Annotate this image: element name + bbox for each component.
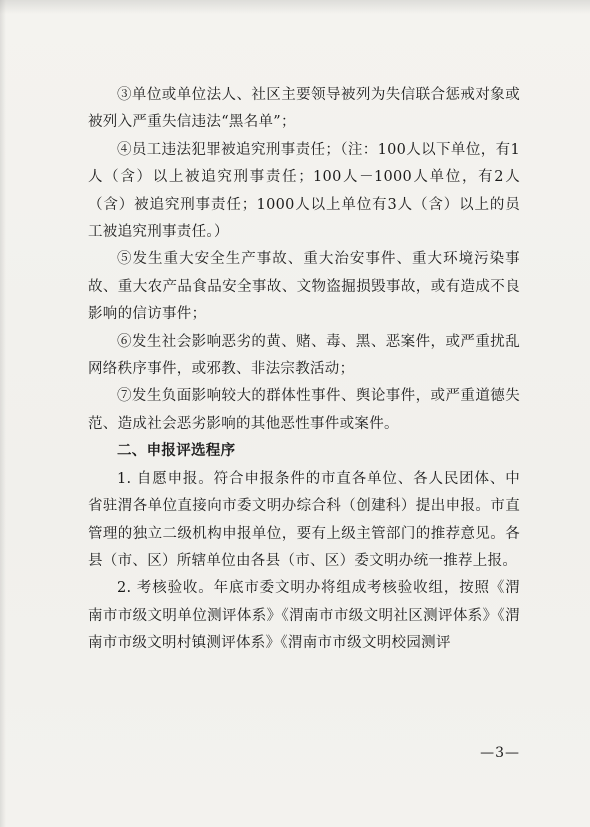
paragraph-assessment: 2. 考核验收。年底市委文明办将组成考核验收组，按照《渭南市市级文明单位测评体系》《渭南市市级文明社区测评体系》《渭南市市级文明村镇测评体系》《渭南市市级文明校园测评 (88, 580, 520, 652)
scan-edge-left (0, 0, 6, 827)
document-body (88, 82, 520, 658)
paragraph-self-application: 1. 自愿申报。符合申报条件的市直各单位、各人民团体、中省驻渭各单位直接向市委文明办综合科（创建科）提出申报。市直管理的独立二级机构申报单位，要有上级主管部门的推荐意见。各县（市、区）所辖单位由各县（市、区）委文明办统一推荐上报。 (88, 470, 520, 569)
paragraph-item-3: ③单位或单位法人、社区主要领导被列为失信联合惩戒对象或被列入严重失信违法“黑名单”； (88, 87, 520, 131)
page-number: —3— (480, 745, 520, 761)
paragraph-item-4: ④员工违法犯罪被追究刑事责任；（注：100人以下单位，有1人（含）以上被追究刑事责任；100人－1000人单位，有2人（含）被追究刑事责任；1000人以上单位有3人（含）以上的员工被追究刑事责任。） (88, 141, 520, 241)
paragraph-item-7: ⑦发生负面影响较大的群体性事件、舆论事件，或严重道德失范、造成社会恶劣影响的其他恶性事件或案件。 (88, 388, 520, 432)
scan-edge-top (0, 0, 590, 14)
paragraph-item-6: ⑥发生社会影响恶劣的黄、赌、毒、黑、恶案件，或严重扰乱网络秩序事件，或邪教、非法宗教活动； (88, 333, 520, 378)
section-heading: 二、申报评选程序 (117, 443, 236, 460)
paragraph-item-5: ⑤发生重大安全生产事故、重大治安事件、重大环境污染事故、重大农产品食品安全事故、文物盗掘损毁事故，或有造成不良影响的信访事件； (88, 251, 520, 323)
